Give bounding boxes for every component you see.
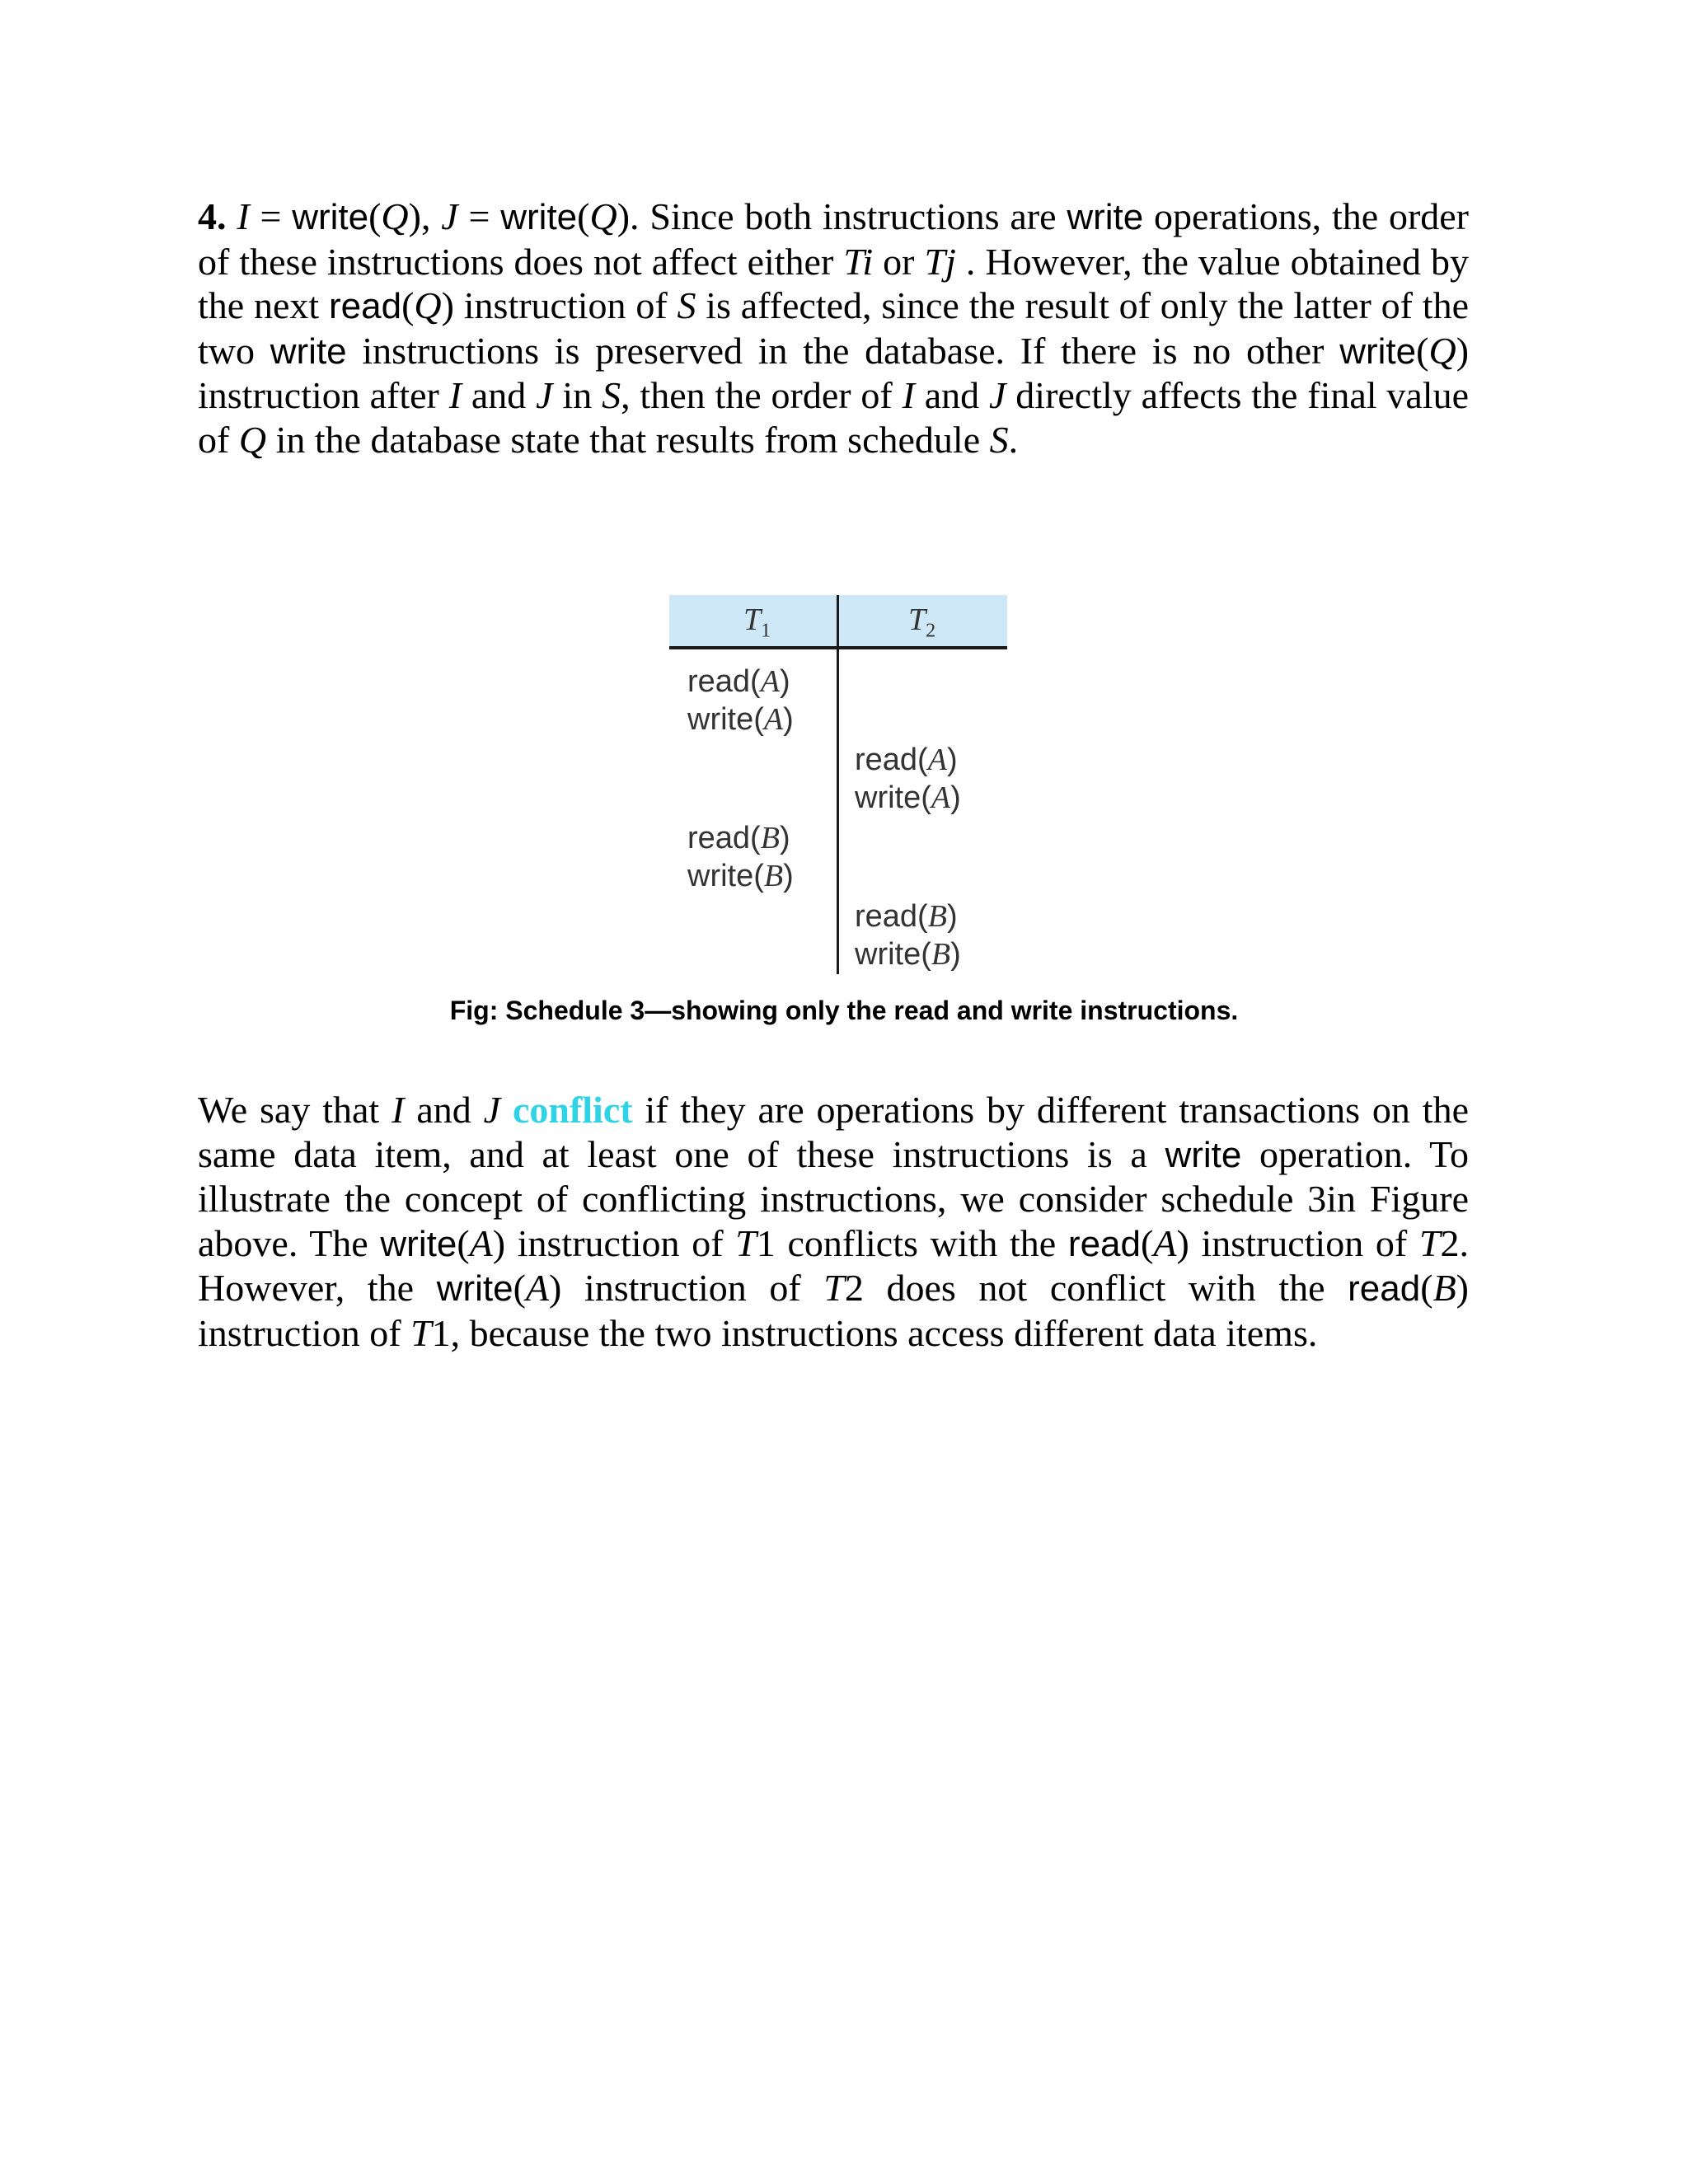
t1-write-b: write(B)	[687, 859, 794, 893]
conflict-term: conflict	[512, 1089, 633, 1131]
t2-read-b: read(B)	[855, 899, 958, 934]
paragraph-write-write: 4. I = write(Q), J = write(Q). Since both instructions are write operations, the order of these instructions does not affect either Ti or Tj . However, the value obtained by the next read(Q) instruction of S is affected, since the result of only the latter of the two write instructions is preserved in the database. If there is no other write(Q) instruction after I and J in S, then the order of I and J directly affects the final value of Q in the database state that results from schedule S.	[198, 195, 1470, 461]
t2-write-a: write(A)	[855, 780, 961, 815]
t2-write-b: write(B)	[855, 937, 961, 972]
t1-read-a: read(A)	[687, 664, 790, 699]
column-divider	[837, 595, 839, 974]
t1-read-b: read(B)	[687, 821, 790, 855]
t1-write-a: write(A)	[687, 702, 794, 737]
column-header-t1: $T_1$	[743, 602, 771, 642]
schedule-3-table	[669, 595, 1007, 974]
paragraph-conflict-definition: We say that I and J conflict if they are operations by different transactions on the same data item, and at least one of these instructions is a write operation. To illustrate the concept of conflicting instructions, we consider schedule 3in Figure above. The write(A) instruction of T1 conflicts with the read(A) instruction of T2. However, the write(A) instruction of T2 does not conflict with the read(B) instruction of T1, because the two instructions access different data items.	[198, 1089, 1470, 1354]
figure-caption: Fig: Schedule 3—showing only the read and write instructions.	[449, 996, 1239, 1025]
t2-read-a: read(A)	[855, 743, 958, 777]
column-header-t2: $T_2$	[908, 602, 936, 642]
